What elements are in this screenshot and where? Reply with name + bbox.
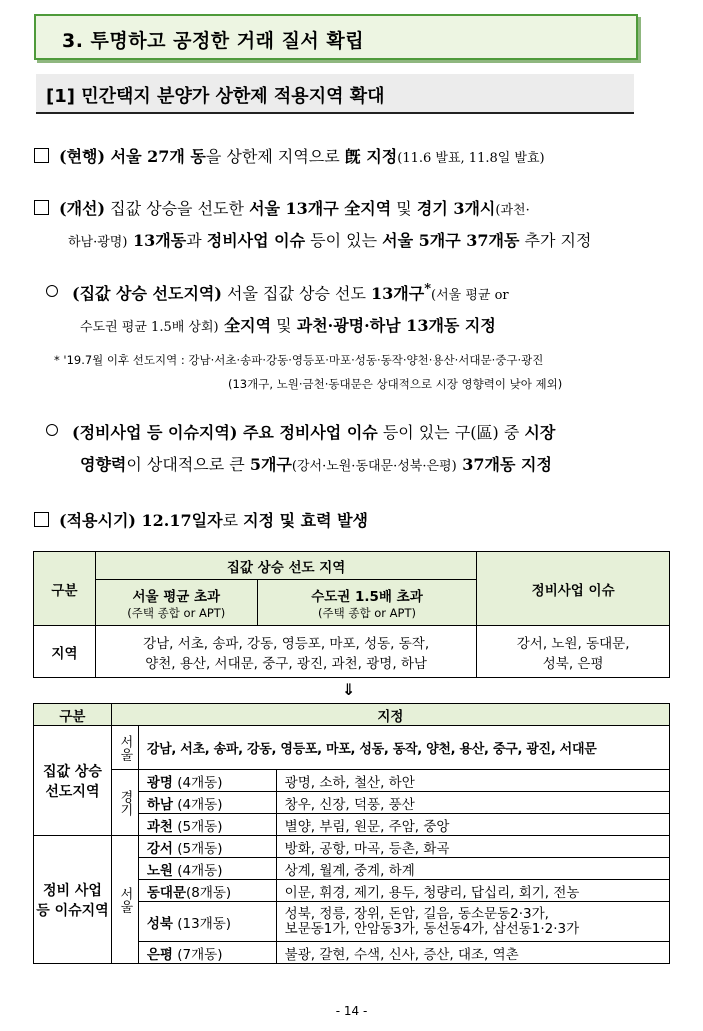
cell-line: 양천, 용산, 서대문, 중구, 광진, 과천, 광명, 하남	[145, 655, 427, 672]
header-seoul-avg	[95, 580, 257, 626]
text-influence: 영향력	[80, 455, 127, 474]
cell-dongs: 별양, 부림, 원문, 주암, 중앙	[276, 814, 669, 836]
cell-line: 성북, 은평	[542, 655, 604, 672]
header-leading-area: 집값 상승 선도 지역	[95, 552, 476, 580]
row-label-region: 지역	[34, 626, 96, 678]
text: 및	[391, 199, 417, 218]
square-bullet-icon	[34, 512, 49, 527]
cell-gu-seongbuk	[138, 902, 276, 942]
circle-bullet-icon	[46, 424, 58, 436]
header-seoul-avg-label: 서울 평균 초과	[132, 588, 221, 605]
gu-count: (5개동)	[177, 840, 223, 857]
header-capital-1-5	[257, 580, 477, 626]
label-issue-area: (정비사업 등 이슈지역)	[72, 423, 238, 442]
text-market: 시장	[524, 423, 556, 442]
cell-line: 성북, 정릉, 장위, 돈암, 길음, 동소문동2·3가,	[284, 905, 549, 922]
header-capital-label: 수도권 1.5배 초과	[311, 588, 423, 605]
section-title: 3. 투명하고 공정한 거래 질서 확립	[62, 30, 365, 52]
text: 수도권 평균 1.5배 상회)	[80, 320, 219, 335]
text-13-dong: 13개동	[127, 231, 187, 250]
city-count: (5개동)	[177, 818, 223, 835]
summary-table	[33, 551, 670, 678]
gu-name: 은평	[146, 946, 173, 963]
gu-name: 노원	[146, 862, 173, 879]
text-gyeonggi-dongs: 과천·광명·하남 13개동 지정	[296, 316, 496, 335]
text-major-issue: 주요 정비사업 이슈	[237, 423, 378, 442]
text: 하남·광명)	[68, 235, 128, 250]
paragraph-issue-line2	[80, 452, 552, 475]
text: (서울 평균 or	[431, 288, 509, 303]
label-gyeonggi: 경기	[111, 770, 138, 836]
text: 로	[222, 511, 244, 530]
city-name: 하남	[146, 796, 173, 813]
text-date: 12.17일자	[135, 511, 223, 530]
subsection-title-box	[36, 74, 634, 114]
city-name: 과천	[146, 818, 173, 835]
cell-dongs: 창우, 신장, 덕풍, 풍산	[276, 792, 669, 814]
text: 집값 상승을 선도한	[105, 199, 250, 218]
cell-dongs: 상계, 월계, 중계, 하계	[276, 858, 669, 880]
cell-line: 보문동1가, 안암동3가, 동선동4가, 삼선동1·2·3가	[284, 920, 580, 937]
paragraph-improvement-line1	[34, 196, 530, 219]
paragraph-timing	[34, 508, 368, 531]
page-number: - 14 -	[335, 1004, 368, 1018]
cell-line: 강서, 노원, 동대문,	[516, 635, 630, 652]
text: 과	[186, 231, 207, 250]
down-arrow-icon: ⇓	[342, 680, 356, 699]
text: 등이 있는 구(區) 중	[377, 423, 525, 442]
header-redevelopment: 정비사업 이슈	[477, 552, 670, 626]
text: 추가 지정	[519, 231, 592, 250]
footnote-mark: *	[424, 281, 432, 297]
paragraph-issue-line1	[46, 420, 555, 443]
header-seoul-avg-sub: (주택 종합 or APT)	[127, 605, 226, 620]
cell-gu-nowon	[138, 858, 276, 880]
cell-gu-eunpyeong	[138, 942, 276, 964]
city-count: (4개동)	[177, 796, 223, 813]
text-37-dong: 37개동 지정	[456, 455, 552, 474]
square-bullet-icon	[34, 200, 49, 215]
cell-seoul-list: 강남, 서초, 송파, 강동, 영등포, 마포, 성동, 동작, 양천, 용산, 중구, 광진, 서대문	[138, 726, 669, 770]
designation-table	[33, 703, 670, 964]
label-timing: (적용시기)	[59, 511, 136, 530]
text-all-area: 全지역	[218, 316, 272, 335]
gu-count: (13개동)	[177, 915, 232, 932]
square-bullet-icon	[34, 148, 49, 163]
cell-dongs	[276, 902, 669, 942]
cell-gu-gangseo	[138, 836, 276, 858]
group-issue-area: 정비 사업 등 이슈지역	[34, 836, 112, 964]
gu-count: (8개동)	[185, 884, 232, 901]
header-designation: 지정	[111, 704, 669, 726]
text: (강서·노원·동대문·성북·은평)	[291, 459, 457, 474]
text-dates: (11.6 발표, 11.8일 발효)	[397, 151, 545, 166]
text: 서울 집값 상승 선도	[221, 284, 372, 303]
label-seoul: 서울	[111, 836, 138, 964]
label-improvement: (개선)	[59, 199, 106, 218]
text-designated: 旣 지정	[344, 147, 398, 166]
cell-leading-regions	[95, 626, 476, 678]
label-seoul: 서울	[111, 726, 138, 770]
text-gyeonggi-3: 경기 3개시	[416, 199, 496, 218]
cell-line: 강남, 서초, 송파, 강동, 영등포, 마포, 성동, 동작,	[143, 635, 430, 652]
gu-count: (7개동)	[177, 946, 223, 963]
cell-city-hanam	[138, 792, 276, 814]
header-gubun: 구분	[34, 552, 96, 626]
section-title-box	[34, 14, 638, 60]
footnote-line2: (13개구, 노원·금천·동대문은 상대적으로 시장 영향력이 낮아 제외)	[228, 377, 563, 391]
gu-name: 강서	[146, 840, 173, 857]
text: (과천·	[495, 203, 530, 218]
cell-city-gwacheon	[138, 814, 276, 836]
text-seoul-5: 서울 5개구 37개동	[382, 231, 520, 250]
gu-name: 성북	[146, 915, 173, 932]
cell-gu-dongdaemun	[138, 880, 276, 902]
cell-dongs: 광명, 소하, 철산, 하안	[276, 770, 669, 792]
text: 이 상대적으로 큰	[126, 455, 250, 474]
text-13-gu: 13개구	[371, 284, 425, 303]
text: 을 상한제 지역으로	[205, 147, 345, 166]
text-seoul-13: 서울 13개구 全지역	[249, 199, 392, 218]
paragraph-improvement-line2	[68, 228, 591, 251]
cell-dongs: 불광, 갈현, 수색, 신사, 증산, 대조, 역촌	[276, 942, 669, 964]
label-current: (현행)	[59, 147, 106, 166]
subsection-title: [1] 민간택지 분양가 상한제 적용지역 확대	[46, 86, 385, 107]
text-seoul-27: 서울 27개 동	[105, 147, 206, 166]
circle-bullet-icon	[46, 285, 58, 297]
paragraph-leading-line2	[80, 313, 496, 336]
cell-issue-regions	[477, 626, 670, 678]
city-name: 광명	[146, 774, 173, 791]
cell-dongs: 방화, 공항, 마곡, 등촌, 화곡	[276, 836, 669, 858]
text: 및	[271, 316, 297, 335]
gu-count: (4개동)	[177, 862, 223, 879]
group-leading-area: 집값 상승 선도지역	[34, 726, 112, 836]
text-effective: 지정 및 효력 발생	[243, 511, 369, 530]
header-gubun: 구분	[34, 704, 112, 726]
text: 등이 있는	[305, 231, 383, 250]
paragraph-current	[34, 144, 545, 167]
cell-dongs: 이문, 휘경, 제기, 용두, 청량리, 답십리, 회기, 전농	[276, 880, 669, 902]
city-count: (4개동)	[177, 774, 223, 791]
footnote-line1: * '19.7월 이후 선도지역 : 강남·서초·송파·강동·영등포·마포·성동·동작·양천·용산·서대문·중구·광진	[54, 353, 544, 367]
paragraph-leading-line1	[46, 281, 509, 304]
header-capital-sub: (주택 종합 or APT)	[317, 605, 416, 620]
label-leading-area: (집값 상승 선도지역)	[72, 284, 222, 303]
text-5-gu: 5개구	[249, 455, 292, 474]
text-redevelopment: 정비사업 이슈	[206, 231, 306, 250]
cell-city-gwangmyeong	[138, 770, 276, 792]
gu-name: 동대문	[146, 884, 186, 901]
